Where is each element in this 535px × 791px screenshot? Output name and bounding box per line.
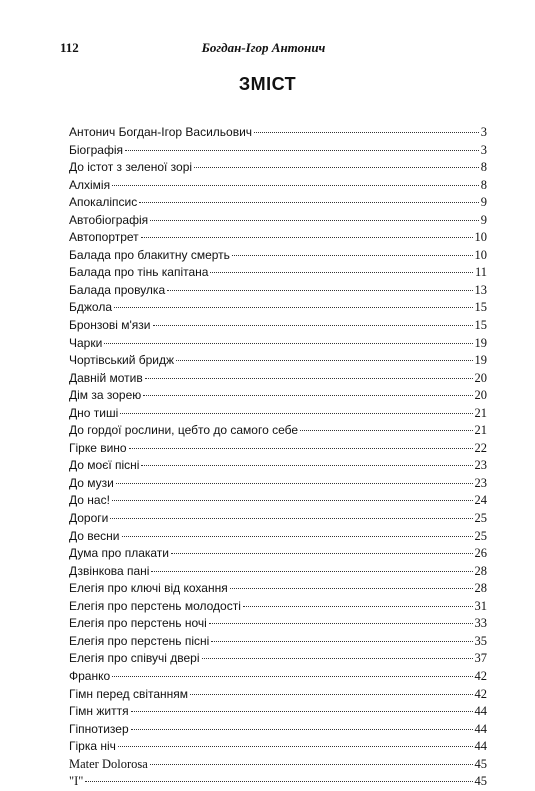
toc-entry-page-number: 45: [474, 756, 487, 771]
toc-entry-title: Балада про блакитну смерть: [69, 247, 230, 262]
toc-entry-page-number: 10: [474, 230, 487, 245]
toc-entry-page-number: 15: [474, 300, 487, 315]
toc-leader-dots: [151, 571, 472, 572]
toc-entry-title: Автопортрет: [69, 230, 139, 245]
toc-leader-dots: [122, 536, 473, 537]
toc-entry: [69, 229, 487, 247]
toc-entry: [69, 650, 487, 668]
toc-entry-page-number: 8: [480, 160, 487, 175]
toc-entry-title: Дума про плакати: [69, 546, 169, 561]
toc-entry-title: До музи: [69, 475, 114, 490]
toc-entry: [69, 177, 487, 195]
toc-entry: [69, 668, 487, 686]
toc-entry-title: Бронзові м'язи: [69, 318, 151, 333]
toc-entry: [69, 370, 487, 388]
toc-entry: [69, 317, 487, 335]
toc-leader-dots: [243, 606, 473, 607]
toc-entry-page-number: 9: [480, 212, 487, 227]
toc-entry-page-number: 19: [474, 353, 487, 368]
toc-entry-page-number: 22: [474, 440, 487, 455]
toc-leader-dots: [125, 150, 479, 151]
toc-entry: [69, 422, 487, 440]
toc-entry-title: Дзвінкова пані: [69, 563, 150, 578]
toc-entry-title: Гіпнотизер: [69, 721, 129, 736]
toc-entry: [69, 528, 487, 546]
toc-leader-dots: [110, 518, 472, 519]
toc-entry-title: Балада про тінь капітана: [69, 265, 209, 280]
toc-entry: [69, 580, 487, 598]
toc-entry-title: Балада провулка: [69, 282, 166, 297]
toc-leader-dots: [300, 430, 472, 431]
toc-leader-dots: [232, 255, 473, 256]
toc-entry: [69, 545, 487, 563]
toc-entry-page-number: 8: [480, 177, 487, 192]
toc-leader-dots: [202, 658, 473, 659]
toc-leader-dots: [194, 167, 479, 168]
page-header: [60, 40, 467, 60]
toc-entry-page-number: 11: [474, 265, 487, 280]
toc-entry-title: Елегія про перстень молодості: [69, 598, 241, 613]
toc-entry-title: До моєї пісні: [69, 458, 140, 473]
toc-entry-page-number: 25: [474, 511, 487, 526]
toc-entry-page-number: 42: [474, 668, 487, 683]
toc-leader-dots: [112, 500, 473, 501]
toc-leader-dots: [141, 465, 472, 466]
toc-leader-dots: [129, 448, 473, 449]
toc-leader-dots: [114, 307, 473, 308]
toc-entry-page-number: 19: [474, 335, 487, 350]
toc-entry: [69, 299, 487, 317]
toc-entry-title: До нас!: [69, 493, 110, 508]
toc-entry: [69, 615, 487, 633]
toc-entry-page-number: 25: [474, 528, 487, 543]
toc-leader-dots: [143, 395, 472, 396]
table-of-contents: [69, 124, 487, 791]
toc-entry-page-number: 28: [474, 581, 487, 596]
toc-entry-title: Алхімія: [69, 177, 111, 192]
toc-entry: [69, 352, 487, 370]
toc-leader-dots: [141, 237, 473, 238]
toc-entry-title: "І": [69, 774, 84, 789]
page-title: ЗМІСТ: [238, 74, 297, 94]
toc-entry-title: Гірка ніч: [69, 739, 116, 754]
toc-entry-page-number: 44: [474, 721, 487, 736]
toc-entry-page-number: 13: [474, 282, 487, 297]
toc-leader-dots: [171, 553, 473, 554]
toc-entry-page-number: 10: [474, 247, 487, 262]
toc-entry: [69, 475, 487, 493]
page-number: 112: [60, 40, 79, 55]
toc-entry: [69, 703, 487, 721]
toc-entry-page-number: 33: [474, 616, 487, 631]
toc-leader-dots: [112, 185, 479, 186]
toc-entry: [69, 247, 487, 265]
toc-leader-dots: [112, 676, 472, 677]
toc-leader-dots: [254, 132, 479, 133]
toc-entry-page-number: 37: [474, 651, 487, 666]
toc-entry-title: До гордої рослини, цебто до самого себе: [69, 423, 299, 438]
toc-entry-title: Антонич Богдан-Ігор Васильович: [69, 125, 253, 139]
toc-entry-title: Чарки: [69, 335, 103, 350]
toc-entry: [69, 142, 487, 160]
toc-leader-dots: [210, 272, 472, 273]
toc-entry-title: Дім за зорею: [69, 388, 142, 403]
toc-entry-title: Елегія про співучі двері: [69, 651, 200, 666]
running-head: Богдан-Ігор Антонич: [201, 40, 326, 55]
toc-entry: [69, 563, 487, 581]
toc-leader-dots: [190, 694, 472, 695]
toc-leader-dots: [116, 483, 473, 484]
toc-leader-dots: [131, 711, 473, 712]
toc-entry-page-number: 31: [474, 598, 487, 613]
toc-entry-title: Гімн перед світанням: [69, 686, 189, 701]
toc-entry-page-number: 3: [480, 125, 487, 139]
toc-entry: [69, 756, 487, 774]
toc-entry: [69, 598, 487, 616]
toc-entry: [69, 405, 487, 423]
toc-entry-title: Франко: [69, 668, 111, 683]
toc-entry: [69, 773, 487, 791]
toc-leader-dots: [167, 290, 472, 291]
toc-entry-title: Давній мотив: [69, 370, 143, 385]
toc-entry-title: Елегія про ключі від кохання: [69, 581, 228, 596]
toc-leader-dots: [209, 623, 473, 624]
toc-leader-dots: [139, 202, 479, 203]
toc-leader-dots: [150, 764, 473, 765]
toc-entry-page-number: 35: [474, 633, 487, 648]
toc-entry: [69, 440, 487, 458]
toc-leader-dots: [176, 360, 472, 361]
toc-entry-page-number: 24: [474, 493, 487, 508]
toc-entry-page-number: 26: [474, 546, 487, 561]
toc-entry-page-number: 28: [474, 563, 487, 578]
toc-entry: [69, 510, 487, 528]
toc-entry: [69, 212, 487, 230]
toc-entry-title: Дно тиші: [69, 405, 119, 420]
toc-entry: [69, 721, 487, 739]
toc-leader-dots: [85, 781, 472, 782]
toc-entry-title: Mater Dolorosa: [69, 756, 148, 771]
toc-leader-dots: [118, 746, 473, 747]
toc-leader-dots: [104, 343, 472, 344]
toc-leader-dots: [150, 220, 479, 221]
toc-entry-title: Дороги: [69, 511, 109, 526]
toc-entry: [69, 457, 487, 475]
toc-entry: [69, 492, 487, 510]
toc-entry-page-number: 44: [474, 739, 487, 754]
toc-entry-title: Чортівський бридж: [69, 353, 175, 368]
toc-entry: [69, 194, 487, 212]
toc-entry: [69, 633, 487, 651]
toc-entry: [69, 738, 487, 756]
toc-entry: [69, 124, 487, 142]
toc-entry: [69, 686, 487, 704]
toc-entry-page-number: 21: [474, 423, 487, 438]
toc-entry: [69, 264, 487, 282]
toc-entry-page-number: 20: [474, 370, 487, 385]
toc-entry-page-number: 21: [474, 405, 487, 420]
toc-entry: [69, 282, 487, 300]
toc-entry-title: Елегія про перстень ночі: [69, 616, 207, 631]
toc-leader-dots: [211, 641, 472, 642]
toc-entry-page-number: 3: [480, 142, 487, 157]
toc-entry-title: Біографія: [69, 142, 123, 157]
toc-leader-dots: [230, 588, 473, 589]
toc-entry-page-number: 23: [474, 475, 487, 490]
toc-entry-title: До істот з зеленої зорі: [69, 160, 193, 175]
toc-entry-page-number: 9: [480, 195, 487, 210]
toc-entry-title: Гімн життя: [69, 704, 129, 719]
toc-leader-dots: [153, 325, 473, 326]
toc-entry: [69, 387, 487, 405]
toc-entry-title: Гірке вино: [69, 440, 127, 455]
toc-entry: [69, 335, 487, 353]
toc-entry-page-number: 45: [474, 774, 487, 789]
toc-leader-dots: [131, 729, 473, 730]
toc-entry-title: Автобіографія: [69, 212, 149, 227]
toc-entry-page-number: 23: [474, 458, 487, 473]
toc-entry-title: Апокаліпсис: [69, 195, 138, 210]
toc-entry: [69, 159, 487, 177]
toc-leader-dots: [145, 378, 473, 379]
toc-entry-page-number: 15: [474, 318, 487, 333]
toc-entry-title: Бджола: [69, 300, 112, 315]
toc-entry-page-number: 44: [474, 704, 487, 719]
toc-entry-page-number: 20: [474, 388, 487, 403]
toc-leader-dots: [120, 413, 472, 414]
toc-entry-page-number: 42: [474, 686, 487, 701]
toc-entry-title: Елегія про перстень пісні: [69, 633, 210, 648]
toc-entry-title: До весни: [69, 528, 120, 543]
